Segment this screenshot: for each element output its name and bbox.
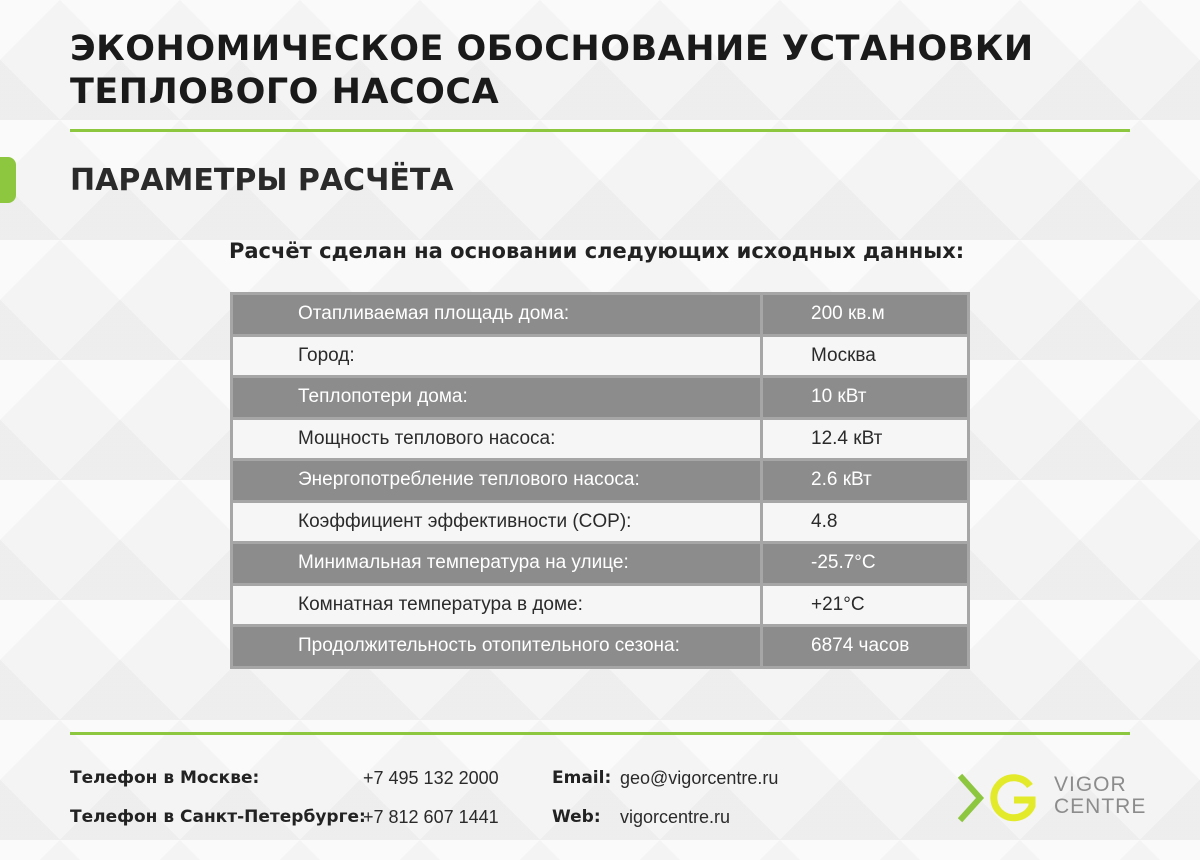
param-label: Энергопотребление теплового насоса: [232, 460, 762, 502]
param-value: 2.6 кВт [762, 460, 969, 502]
page-title [70, 28, 1130, 114]
param-value: 12.4 кВт [762, 418, 969, 460]
table-row [232, 626, 969, 668]
phone-spb-label: Телефон в Санкт-Петербурге: [70, 807, 366, 827]
param-label: Мощность теплового насоса: [232, 418, 762, 460]
web-link[interactable]: vigorcentre.ru [620, 807, 731, 827]
param-label: Продолжительность отопительного сезона: [232, 626, 762, 668]
logo-chevron-icon [962, 778, 980, 818]
vigor-centre-logo [958, 770, 1147, 826]
table-row [232, 294, 969, 336]
param-value: -25.7°C [762, 543, 969, 585]
logo-mark-icon [958, 770, 1054, 826]
param-label: Отапливаемая площадь дома: [232, 294, 762, 336]
section-title: ПАРАМЕТРЫ РАСЧЁТА [70, 163, 454, 198]
parameters-table [230, 292, 970, 669]
logo-wordmark [1054, 774, 1146, 818]
page-title-line-2: ТЕПЛОВОГО НАСОСА [70, 72, 500, 112]
page-title-line-1: ЭКОНОМИЧЕСКОЕ ОБОСНОВАНИЕ УСТАНОВКИ [70, 29, 1034, 69]
param-value: Москва [762, 335, 969, 377]
intro-text: Расчёт сделан на основании следующих исходных данных: [229, 239, 965, 263]
web-label: Web: [552, 807, 601, 827]
param-value: 200 кв.м [762, 294, 969, 336]
table-row [232, 543, 969, 585]
logo-line-1: VIGOR [1054, 773, 1127, 796]
table-row [232, 460, 969, 502]
table-row [232, 377, 969, 419]
param-label: Коэффициент эффективности (COP): [232, 501, 762, 543]
param-value: +21°C [762, 584, 969, 626]
phone-spb-link[interactable]: +7 812 607 1441 [363, 807, 499, 827]
header-divider [70, 129, 1130, 132]
footer-divider [70, 732, 1130, 735]
param-label: Теплопотери дома: [232, 377, 762, 419]
phone-moscow-link[interactable]: +7 495 132 2000 [363, 768, 499, 788]
logo-line-2: CENTRE [1054, 795, 1147, 818]
table-row [232, 418, 969, 460]
table-row [232, 584, 969, 626]
param-label: Город: [232, 335, 762, 377]
param-label: Минимальная температура на улице: [232, 543, 762, 585]
side-accent-tab [0, 157, 16, 203]
phone-moscow-label: Телефон в Москве: [70, 768, 260, 788]
table-row [232, 501, 969, 543]
email-label: Email: [552, 768, 612, 788]
param-value: 6874 часов [762, 626, 969, 668]
logo-g-icon [994, 778, 1032, 818]
email-link[interactable]: geo@vigorcentre.ru [620, 768, 779, 788]
table-row [232, 335, 969, 377]
param-value: 10 кВт [762, 377, 969, 419]
param-value: 4.8 [762, 501, 969, 543]
param-label: Комнатная температура в доме: [232, 584, 762, 626]
